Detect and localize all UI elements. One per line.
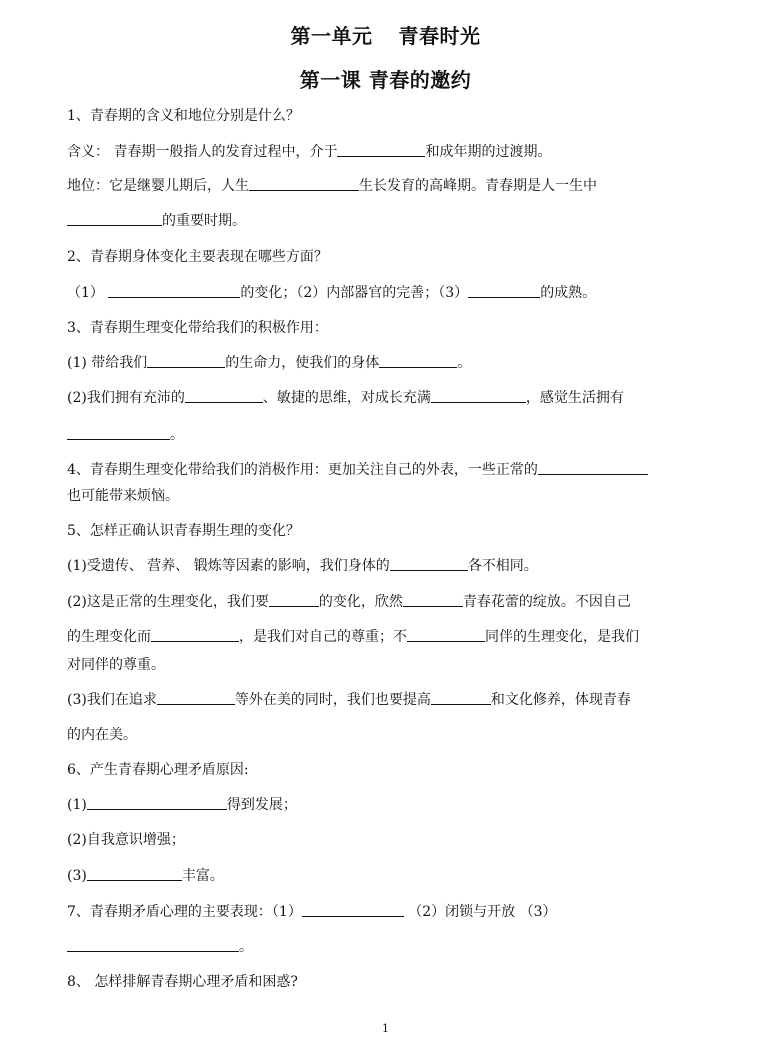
fill-blank[interactable] [249, 176, 359, 191]
fill-blank[interactable] [108, 283, 240, 298]
question-5-item-1: (1)受遗传、 营养、 锻炼等因素的影响，我们身体的 各不相同。 [67, 558, 538, 574]
question-3-item-1: (1) 带给我们 的生命力，使我们的身体 。 [67, 355, 472, 371]
unit-title-part-2: 青春时光 [398, 24, 481, 48]
lesson-title: 第一课 青春的邀约 [299, 68, 472, 92]
question-4-cont: 也可能带来烦恼。 [67, 488, 179, 504]
question-2-answer: （1） 的变化；（2）内部器官的完善；（3） 的成熟。 [67, 285, 597, 301]
question-8: 8、 怎样排解青春期心理矛盾和困惑? [67, 974, 298, 990]
question-5-item-2: (2)这是正常的生理变化，我们要 的变化，欣然 青春花蕾的绽放。不因自己 [67, 594, 631, 610]
question-5: 5、怎样正确认识青春期生理的变化？ [67, 523, 300, 539]
question-7: 7、青春期矛盾心理的主要表现：（1） （2）闭锁与开放 （3） [67, 904, 557, 920]
fill-blank[interactable] [302, 902, 404, 917]
question-5-item-2-cont: 的生理变化而 ，是我们对自己的尊重；不 同伴的生理变化，是我们 [67, 629, 639, 645]
fill-blank[interactable] [538, 460, 648, 475]
question-6-item-2: (2)自我意识增强； [67, 832, 185, 848]
question-6: 6、产生青春期心理矛盾原因: [67, 762, 249, 778]
question-1-position: 地位：它是继婴儿期后，人生 生长发育的高峰期。青春期是人一生中 [67, 178, 597, 194]
fill-blank[interactable] [431, 690, 491, 705]
fill-blank[interactable] [151, 627, 239, 642]
fill-blank[interactable] [431, 388, 526, 403]
question-1-position-cont: 的重要时期。 [67, 211, 246, 231]
question-6-item-1: (1) 得到发展； [67, 797, 297, 813]
fill-blank[interactable] [185, 388, 263, 403]
question-1: 1、青春期的含义和地位分别是什么？ [67, 108, 300, 124]
question-3: 3、青春期生理变化带给我们的积极作用： [67, 320, 328, 336]
page-number: 1 [382, 1022, 389, 1035]
question-5-item-3: (3)我们在追求 等外在美的同时，我们也要提高 和文化修养，体现青春 [67, 692, 631, 708]
question-5-item-2-end: 对同伴的尊重。 [67, 657, 165, 673]
fill-blank[interactable] [67, 211, 162, 226]
question-5-item-3-cont: 的内在美。 [67, 727, 137, 743]
fill-blank[interactable] [407, 627, 485, 642]
fill-blank[interactable] [87, 795, 227, 810]
unit-title [0, 20, 771, 49]
question-1-meaning: 含义： 青春期一般指人的发育过程中，介于 和成年期的过渡期。 [67, 144, 552, 160]
fill-blank[interactable] [157, 690, 235, 705]
unit-title-part-1: 第一单元 [290, 24, 373, 48]
question-4: 4、青春期生理变化带给我们的消极作用：更加关注自己的外表，一些正常的 [67, 460, 648, 480]
question-3-item-2: (2)我们拥有充沛的 、敏捷的思维，对成长充满 ，感觉生活拥有 [67, 390, 624, 406]
fill-blank[interactable] [468, 283, 540, 298]
question-7-cont: 。 [67, 937, 253, 957]
question-2: 2、青春期身体变化主要表现在哪些方面？ [67, 249, 328, 265]
fill-blank[interactable] [67, 937, 239, 952]
fill-blank[interactable] [67, 425, 170, 440]
question-6-item-3: (3) 丰富。 [67, 868, 224, 884]
fill-blank[interactable] [403, 592, 463, 607]
fill-blank[interactable] [147, 353, 225, 368]
fill-blank[interactable] [269, 592, 319, 607]
fill-blank[interactable] [390, 556, 468, 571]
fill-blank[interactable] [337, 142, 425, 157]
fill-blank[interactable] [87, 866, 182, 881]
fill-blank[interactable] [379, 353, 457, 368]
question-3-item-2-cont: 。 [67, 425, 184, 445]
